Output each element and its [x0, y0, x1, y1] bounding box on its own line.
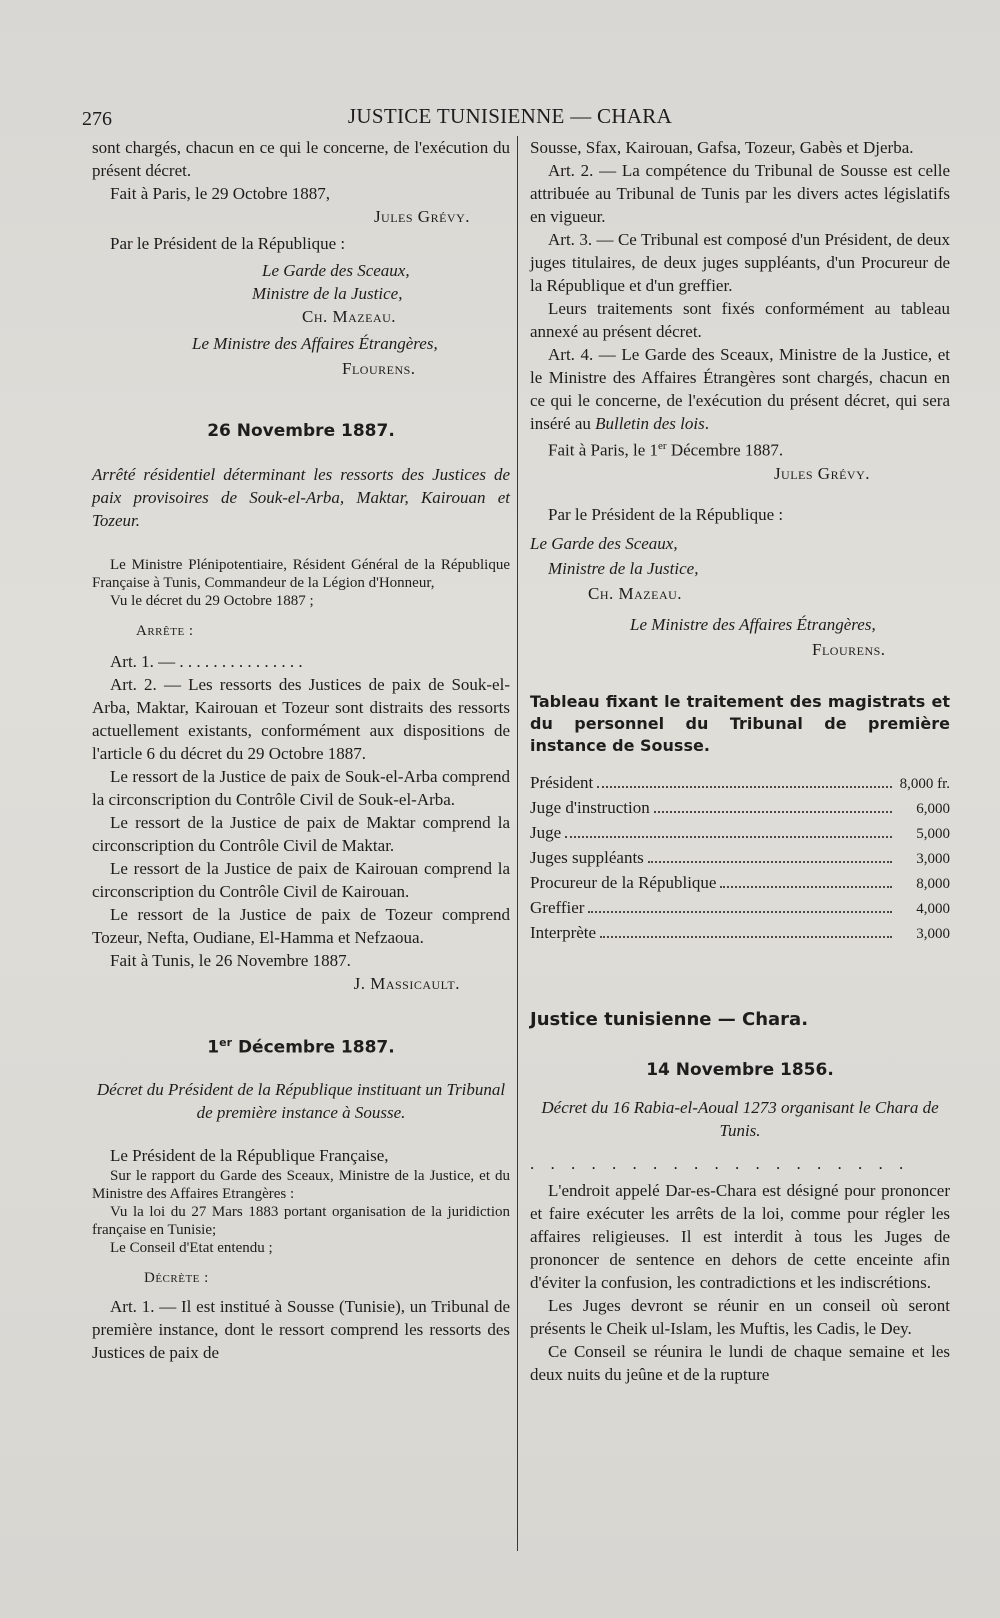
dot-leader — [600, 936, 892, 938]
paragraph: Ce Conseil se réunira le lundi de chaque semaine et les deux nuits du jeûne et de la rupture — [530, 1341, 950, 1384]
table-cell-amount: 8,000 fr. — [899, 775, 950, 792]
decree-title: Décret du 16 Rabia-el-Aoual 1273 organisant le Chara de Tunis. — [541, 1097, 939, 1140]
table-cell-label: Juges suppléants — [530, 847, 644, 867]
paragraph: Par le Président de la République : — [110, 234, 346, 253]
signature: Ch. Mazeau. — [302, 307, 397, 326]
salary-table — [530, 771, 950, 946]
signatory-title: Ministre de la Justice, — [548, 558, 699, 578]
signature: Jules Grévy. — [773, 463, 870, 483]
table-cell-label: Greffier — [530, 897, 585, 917]
signatory-title: Le Ministre des Affaires Étrangères, — [192, 334, 438, 353]
signature: Ch. Mazeau. — [588, 583, 683, 603]
dot-leader — [597, 786, 892, 788]
table-row — [530, 771, 950, 796]
signature: Flourens. — [342, 359, 416, 378]
paragraph: Le Conseil d'Etat entendu ; — [110, 1239, 273, 1256]
article: Art. 4. — Le Garde des Sceaux, Ministre de la Justice, et le Ministre des Affaires Étrangères sont chargés, chacun en ce qui le concerne, de l'exécution du présent décret, qui sera inséré au Bulletin des lois. — [530, 345, 950, 433]
decree-title: Arrêté résidentiel déterminant les ressorts des Justices de paix provisoires de Souk-el-Arba, Maktar, Kairouan et Tozeur. — [92, 465, 510, 530]
paragraph: Fait à Paris, le 1er Décembre 1887. — [548, 440, 784, 460]
paragraph: Le ressort de la Justice de paix de Kairouan comprend la circonscription du Contrôle Civil de Kairouan. — [92, 859, 510, 901]
signatory-title: Ministre de la Justice, — [252, 284, 403, 303]
signature: Flourens. — [812, 639, 886, 659]
section-date: 26 Novembre 1887. — [207, 421, 395, 441]
page-header — [80, 104, 940, 132]
dot-leader — [588, 911, 892, 913]
ellipsis-line: . . . . . . . . . . . . . . . . . . . — [530, 1153, 910, 1173]
paragraph: Vu la loi du 27 Mars 1883 portant organisation de la juridiction française en Tunisie; — [92, 1203, 510, 1238]
article: Art. 2. — La compétence du Tribunal de Sousse est celle attribuée au Tribunal de Tunis par les divers actes législatifs en vigueur. — [530, 161, 950, 226]
table-cell-label: Procureur de la République — [530, 872, 717, 892]
paragraph: Le Président de la République Française, — [110, 1145, 389, 1165]
article: Art. 3. — Ce Tribunal est composé d'un Président, de deux juges titulaires, de deux juges suppléants, d'un Procureur de la République et d'un greffier. — [530, 230, 950, 295]
signatory-title: Le Garde des Sceaux, — [262, 261, 410, 280]
paragraph: Le Ministre Plénipotentiaire, Résident Général de la République Française à Tunis, Commandeur de la Légion d'Honneur, — [92, 557, 510, 591]
table-row — [530, 821, 950, 846]
table-cell-label: Juge — [530, 822, 562, 842]
dot-leader — [720, 886, 892, 888]
dot-leader — [565, 836, 892, 838]
column-divider — [517, 136, 518, 1551]
decree-title: Décret du Président de la République instituant un Tribunal de première instance à Sousse. — [96, 1079, 506, 1122]
heading-arrete: Arrête : — [136, 623, 194, 639]
paragraph: Leurs traitements sont fixés conformément au tableau annexé au présent décret. — [530, 299, 950, 341]
paragraph: Le ressort de la Justice de paix de Maktar comprend la circonscription du Contrôle Civil de Maktar. — [92, 813, 510, 855]
table-cell-amount: 6,000 — [916, 800, 950, 817]
table-cell-label: Juge d'instruction — [530, 797, 650, 817]
table-row — [530, 871, 950, 896]
table-cell-amount: 3,000 — [916, 850, 950, 867]
table-cell-amount: 8,000 — [916, 875, 950, 892]
signatory-title: Le Ministre des Affaires Étrangères, — [630, 614, 876, 634]
table-cell-amount: 4,000 — [916, 900, 950, 917]
article: Art. 1. — . . . . . . . . . . . . . . . — [110, 652, 303, 671]
table-row — [530, 796, 950, 821]
page-number: 276 — [82, 108, 112, 130]
table-row — [530, 846, 950, 871]
paragraph: Le ressort de la Justice de paix de Tozeur comprend Tozeur, Nefta, Oudiane, El-Hamma et Nefzaoua. — [92, 905, 510, 947]
table-cell-label: Président — [530, 772, 594, 792]
dot-leader — [648, 861, 892, 863]
table-cell-amount: 3,000 — [916, 925, 950, 942]
paragraph: L'endroit appelé Dar-es-Chara est désigné pour prononcer et faire exécuter les arrêts de la loi, comme pour régler les affaires religieuses. Il est interdit à tous les Juges de prononcer de sentence en dehors de cette enceinte afin d'éviter la confusion, les contradictions et les indiscrétions. — [530, 1180, 950, 1292]
signature: J. Massicault. — [353, 974, 460, 993]
article: Art. 2. — Les ressorts des Justices de paix de Souk-el-Arba, Maktar, Kairouan et Tozeur sont distraits des ressorts actuellement existants, conformément aux dispositions de l'article 6 du décret du 29 Octobre 1887. — [92, 675, 510, 763]
paragraph: Les Juges devront se réunir en un conseil où seront présents le Cheik ul-Islam, les Muftis, les Cadis, le Dey. — [530, 1295, 950, 1338]
paragraph: Sousse, Sfax, Kairouan, Gafsa, Tozeur, Gabès et Djerba. — [530, 138, 914, 157]
paragraph: Sur le rapport du Garde des Sceaux, Ministre de la Justice, et du Ministre des Affaires Etrangères : — [92, 1167, 510, 1202]
table-cell-amount: 5,000 — [916, 825, 950, 842]
left-column — [92, 136, 510, 1364]
table-row — [530, 896, 950, 921]
paragraph: Fait à Tunis, le 26 Novembre 1887. — [110, 951, 351, 970]
signature: Jules Grévy. — [373, 207, 470, 226]
table-title: Tableau fixant le traitement des magistrats et du personnel du Tribunal de première instance de Sousse. — [530, 691, 950, 755]
paragraph: Le ressort de la Justice de paix de Souk-el-Arba comprend la circonscription du Contrôle Civil de Souk-el-Arba. — [92, 767, 510, 809]
paragraph: sont chargés, chacun en ce qui le concerne, de l'exécution du présent décret. — [92, 138, 510, 180]
heading-decrete: Décrète : — [144, 1269, 209, 1286]
table-cell-label: Interprète — [530, 922, 597, 942]
signatory-title: Le Garde des Sceaux, — [530, 533, 678, 553]
section-date: 1er Décembre 1887. — [207, 1036, 395, 1058]
section-date: 14 Novembre 1856. — [646, 1059, 834, 1080]
right-column — [530, 136, 950, 1386]
article: Art. 1. — Il est institué à Sousse (Tunisie), un Tribunal de première instance, dont le ressort comprend les ressorts des Justices de paix de — [92, 1296, 510, 1362]
paragraph: Vu le décret du 29 Octobre 1887 ; — [110, 593, 314, 609]
section-heading: Justice tunisienne — Chara. — [530, 1008, 809, 1030]
running-title: JUSTICE TUNISIENNE — CHARA — [347, 104, 673, 128]
paragraph: Par le Président de la République : — [548, 504, 784, 524]
table-row — [530, 921, 950, 946]
dot-leader — [654, 811, 892, 813]
paragraph: Fait à Paris, le 29 Octobre 1887, — [110, 184, 331, 203]
